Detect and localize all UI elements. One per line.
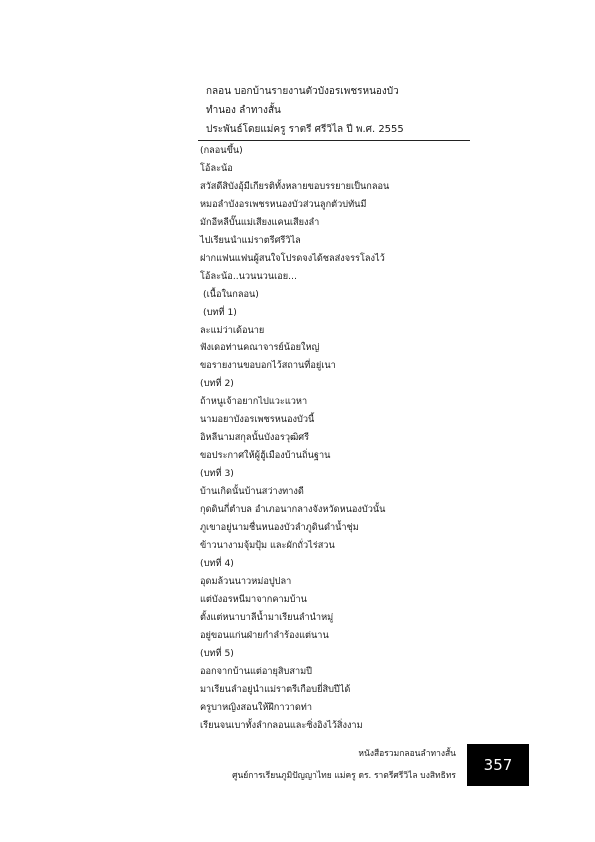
publisher-line: ศูนย์การเรียนภูมิปัญญาไทย แม่ครู ดร. ราตรีศรีวิไล บงสิทธิทร bbox=[232, 771, 456, 781]
poem-line: แต่บังอรหนีมาจากคามบ้าน bbox=[200, 593, 307, 605]
poem-line: ละแม่ว่าเด้อนาย bbox=[200, 324, 265, 336]
poem-line: ขอประกาศให้ผู้ฮู้เมืองบ้านถิ่นฐาน bbox=[200, 450, 331, 462]
poem-line: อิหลีนามสกุลนั้นบังอรวุฒิศรี bbox=[200, 432, 310, 444]
poem-line: ขอรายงานขอบอกไว้สถานที่อยู่เนา bbox=[200, 360, 336, 372]
poem-line: มักอีหลีบั๊นแม่เสียงแคนเสียงลำ bbox=[200, 216, 320, 228]
poem-line: อุดมล้วนนาวหม่อปูปลา bbox=[200, 575, 292, 587]
poem-line: ถ้าหนูเจ้าอยากไปแวะแวหา bbox=[200, 396, 308, 408]
poem-line: (เนื้อในกลอน) bbox=[203, 288, 259, 300]
poem-line: มาเรียนลำอยู่นำแม่ราตรีเกือบยี่สิบปีได้ bbox=[200, 683, 351, 695]
poem-line: กุดดินกี่ตำบล อำเภอนากลางจังหวัดหนองบัวนั้น bbox=[200, 504, 386, 516]
book-title: หนังสือรวมกลอนลำทางสั้น bbox=[358, 749, 456, 759]
poem-author: ประพันธ์โดยแม่ครู ราตรี ศรีวิไล ปี พ.ศ. 2555 bbox=[206, 124, 404, 135]
page-number-box bbox=[467, 744, 529, 786]
poem-body bbox=[200, 142, 460, 734]
poem-line: ครูบาหญิงสอนให้ฝึกาวาดท่า bbox=[200, 701, 312, 713]
poem-line: นามอยาบังอรเพชรหนองบัวนี้ bbox=[200, 414, 315, 426]
poem-line: (บทที่ 4) bbox=[200, 557, 234, 569]
poem-line: บ้านเกิดนั้นบ้านสว่างทางดี bbox=[200, 486, 304, 498]
poem-line: โอ้ละน้อ bbox=[200, 162, 233, 174]
poem-line: ข้าวนางามจุ้มปุ้ม และผักถั่วไร่สวน bbox=[200, 539, 335, 551]
poem-style: ทำนอง ลำทางสั้น bbox=[206, 105, 281, 116]
poem-line: (บทที่ 5) bbox=[200, 647, 234, 659]
poem-line: ฝากแฟนแฟนผู้สนใจโปรดจงได้ชลส่งจรรโลงไว้ bbox=[200, 252, 385, 264]
poem-line: โอ้ละน้อ..นวนนวนเอย... bbox=[200, 270, 297, 282]
poem-line: ไปเรียนนำแม่ราตรีศรีวิไล bbox=[200, 234, 301, 246]
poem-line: หมอลำบังอรเพชรหนองบัวส่วนลูกตัวบ่ทันมี bbox=[200, 198, 367, 210]
poem-line: (บทที่ 1) bbox=[203, 306, 237, 318]
poem-line: ภูเขาอยู่นามชื่นหนองบัวลำภูดินดำน้ำชุ่ม bbox=[200, 522, 359, 534]
page-number: 357 bbox=[483, 756, 513, 774]
poem-line: ฟังเดอท่านคณาจารย์น้อยใหญ่ bbox=[200, 342, 320, 354]
poem-title: กลอน บอกบ้านรายงานตัวบังอรเพชรหนองบัว bbox=[206, 86, 399, 97]
poem-line: อยู่ขอนแก่นฝ่ายกำลำร้องแต่นาน bbox=[200, 629, 329, 641]
poem-line: (บทที่ 2) bbox=[200, 378, 234, 390]
header-underline bbox=[198, 140, 470, 141]
poem-line: สวัสดีสิบังอุ้มีเกียรติทั้งหลายขอบรรยายเป็นกลอน bbox=[200, 180, 390, 192]
poem-line: ตั้งแต่หนาบาลีน้ำมาเรียนลำนำหมู่ bbox=[200, 611, 334, 623]
poem-line: (บทที่ 3) bbox=[200, 468, 234, 480]
poem-header bbox=[206, 82, 466, 139]
poem-line: (กลอนขึ้น) bbox=[200, 145, 243, 156]
poem-line: ออกจากบ้านแต่อายุสิบสามปี bbox=[200, 665, 313, 677]
poem-line: เรียนจนเบาทั้งลำกลอนและซิ่งอิงไว้สิ่งงาม bbox=[200, 719, 363, 731]
